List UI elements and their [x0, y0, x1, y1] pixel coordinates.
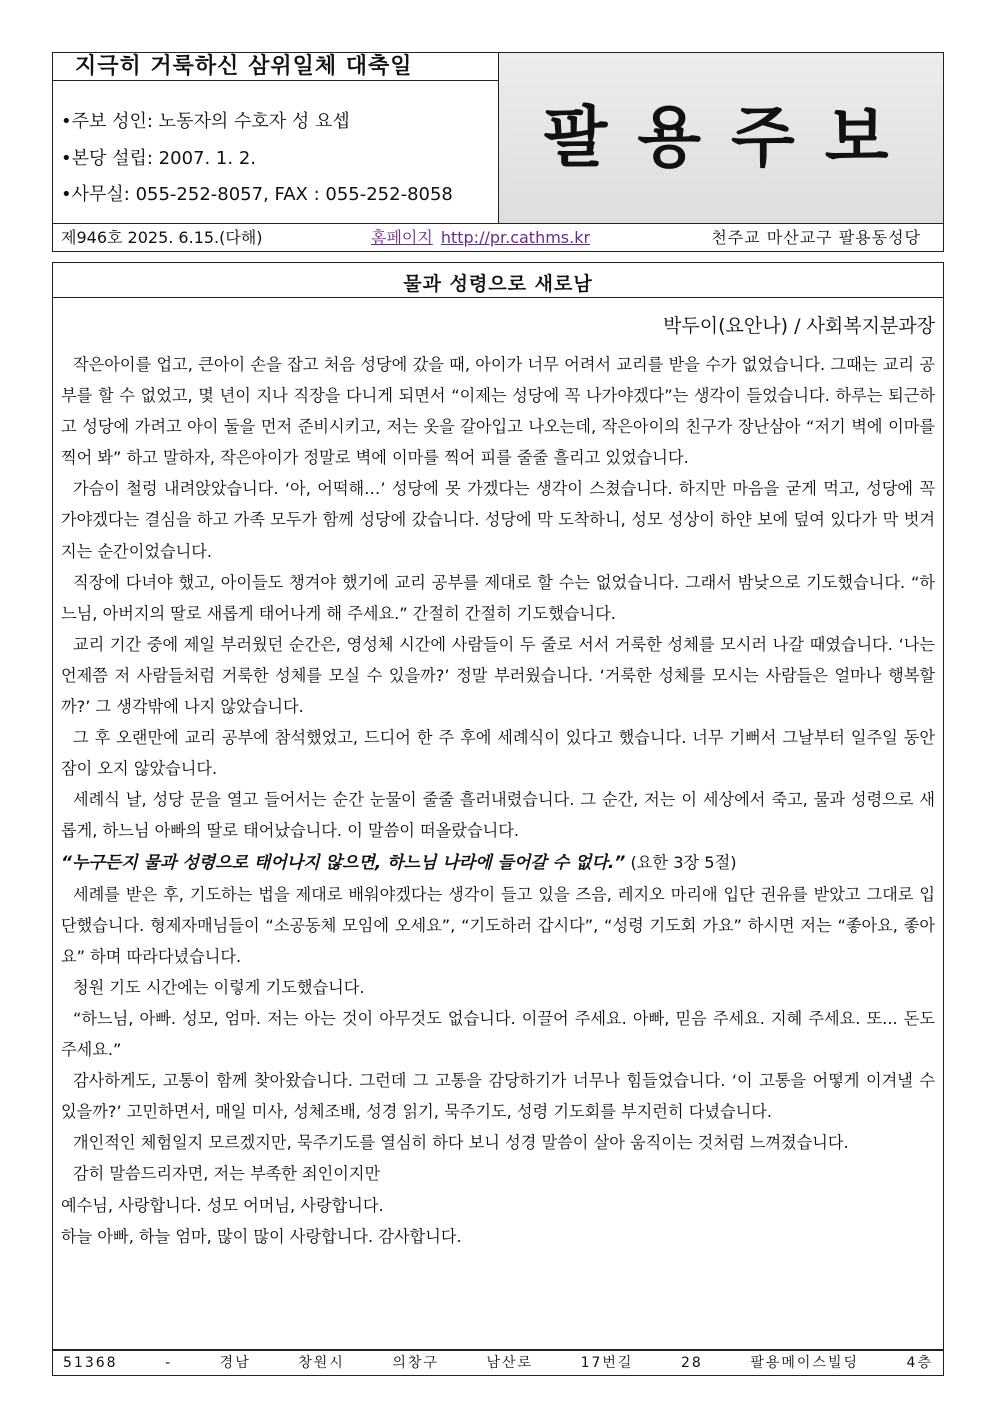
homepage-url[interactable]: http://pr.cathms.kr [440, 228, 591, 247]
closing-line: 하늘 아빠, 하늘 엄마, 많이 많이 사랑합니다. 감사합니다. [61, 1226, 462, 1246]
title-divider [53, 297, 943, 298]
bulletin-header [52, 52, 944, 224]
article-author: 박두이(요안나) / 사회복지분과장 [663, 315, 935, 337]
scripture-quote-text: “누구든지 물과 성령으로 태어나지 않으면, 하느님 나라에 들어갈 수 없다.” [61, 852, 626, 873]
article-paragraph: 그 후 오랜만에 교리 공부에 참석했었고, 드디어 한 주 후에 세례식이 있다고 했습니다. 너무 기뻐서 그날부터 일주일 동안 잠이 오지 않았습니다. [61, 728, 936, 779]
office-contact: •사무실: 055-252-8057, FAX : 055-252-8058 [61, 184, 453, 205]
article-paragraph: 청원 기도 시간에는 이렇게 기도했습니다. [73, 977, 365, 997]
article-paragraph: 가슴이 철렁 내려앉았습니다. ‘아, 어떡해…’ 성당에 못 가겠다는 생각이 스쳤습니다. 하지만 마음을 굳게 먹고, 성당에 꼭 가야겠다는 결심을 하고 가족 모두가 함께 성당에 갔습니다. 성당에 막 도착하니, 성모 성상이 하얀 보에 덮여 있다가 막 벗겨지는 순간이었습니다. [61, 479, 935, 561]
header-info-panel [53, 53, 499, 223]
article-paragraph: 감사하게도, 고통이 함께 찾아왔습니다. 그런데 그 고통을 감당하기가 너무나 힘들었습니다. ‘이 고통을 어떻게 이겨낼 수 있을까?’ 고민하면서, 매일 미사, 성체조배, 성경 읽기, 묵주기도, 성령 기도회를 부지런히 다녔습니다. [61, 1071, 935, 1122]
article-paragraph: 개인적인 체험일지 모르겠지만, 묵주기도를 열심히 하다 보니 성경 말씀이 살아 움직이는 것처럼 느껴졌습니다. [73, 1133, 849, 1153]
scripture-reference: (요한 3장 5절) [630, 852, 737, 872]
article-paragraph: 교리 기간 중에 제일 부러웠던 순간은, 영성체 시간에 사람들이 두 줄로 서서 거룩한 성체를 모시러 나갈 때였습니다. ‘나는 언제쯤 저 사람들처럼 거룩한 성체를 모실 수 있을까?’ 정말 부러웠습니다. ‘거룩한 성체를 모시는 사람들은 얼마나 행복할까?’ 그 생각밖에 나지 않았습니다. [61, 634, 935, 717]
article-paragraph: 세례를 받은 후, 기도하는 법을 제대로 배워야겠다는 생각이 들고 있을 즈음, 레지오 마리애 입단 권유를 받았고 그대로 입단했습니다. 형제자매님들이 “소공동체 모임에 오세요”, “기도하러 갑시다”, “성령 기도회 가요” 하시면 저는 “좋아요, 좋아요” 하며 따라다녔습니다. [61, 884, 936, 966]
feast-title: 지극히 거룩하신 삼위일체 대축일 [53, 53, 498, 81]
issue-number-date: 제946호 2025. 6.15.(다해) [61, 228, 263, 247]
article-paragraph: 작은아이를 업고, 큰아이 손을 잡고 처음 성당에 갔을 때, 아이가 너무 어려서 교리를 받을 수가 없었습니다. 그때는 교리 공부를 할 수 없었고, 몇 년이 지나 직장을 다니게 되면서 “이제는 성당에 꼭 나가야겠다”는 생각이 들었습니다. 하루는 퇴근하고 성당에 가려고 아이 둘을 먼저 준비시키고, 저는 옷을 갈아입고 나오는데, 작은아이의 친구가 장난삼아 “저기 벽에 이마를 찍어 봐” 하고 말하자, 작은아이가 정말로 벽에 이마를 찍어 피를 줄줄 흘리고 있었습니다. [61, 355, 935, 468]
article-paragraph: 세례식 날, 성당 문을 열고 들어서는 순간 눈물이 줄줄 흘러내렸습니다. 그 순간, 저는 이 세상에서 죽고, 물과 성령으로 새롭게, 하느님 아빠의 딸로 태어났습니다. 이 말씀이 떠올랐습니다. [61, 790, 935, 841]
bulletin-name: 팔용주보 [543, 99, 919, 176]
article-box [52, 262, 944, 1350]
parish-established: •본당 설립: 2007. 1. 2. [61, 148, 256, 169]
closing-line: 예수님, 사랑합니다. 성모 어머님, 사랑합니다. [61, 1195, 384, 1215]
issue-bar [52, 224, 944, 252]
article-body [61, 349, 935, 1252]
parish-name: 천주교 마산교구 팔용동성당 [711, 228, 921, 247]
article-paragraph: 직장에 다녀야 했고, 아이들도 챙겨야 했기에 교리 공부를 제대로 할 수는 없었습니다. 그래서 밤낮으로 기도했습니다. “하느님, 아버지의 딸로 새롭게 태어나게 해 주세요.” 간절히 간절히 기도했습니다. [61, 572, 935, 623]
article-title: 물과 성령으로 새로남 [403, 273, 593, 295]
article-paragraph: 감히 말씀드리자면, 저는 부족한 죄인이지만 [73, 1164, 381, 1184]
homepage-label: 홈페이지 [371, 228, 433, 247]
article-paragraph: “하느님, 아빠. 성모, 엄마. 저는 아는 것이 아무것도 없습니다. 이끌어 주세요. 아빠, 믿음 주세요. 지혜 주세요. 또... 돈도 주세요.” [61, 1008, 935, 1060]
patron-saint: •주보 성인: 노동자의 수호자 성 요셉 [61, 111, 350, 132]
address-footer: 51368 - 경남 창원시 의창구 남산로 17번길 28 팔용메이스빌딩 4층 [52, 1350, 944, 1376]
masthead-panel [499, 53, 943, 223]
scripture-quote [61, 847, 935, 879]
homepage-link[interactable] [371, 224, 590, 251]
